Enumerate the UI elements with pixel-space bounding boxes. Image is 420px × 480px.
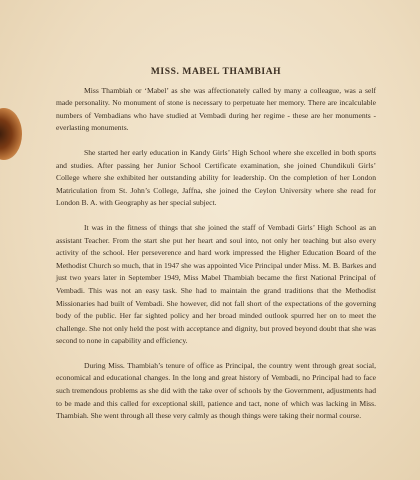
document-body	[56, 66, 376, 435]
page-title: MISS. MABEL THAMBIAH	[150, 67, 282, 77]
paragraph-intro: Miss Thambiah or ‘Mabel’ as she was affectionately called by many a colleague, was a self made personality. No monument of stone is necessary to perpetuate her memory. There are incalculable numbers of Vembadians who have studied at Vembadi during her regime - these are her monuments - everlasting monuments.	[56, 85, 376, 133]
burn-mark	[0, 108, 22, 160]
paragraph-tenure: During Miss. Thambiah’s tenure of office as Principal, the country went through great social, economical and educational changes. In the long and great history of Vembadi, no Principal had to face such tremendous problems as she did with the take over of schools by the Government, adjustments had to be made and this called for exceptional skill, patience and tact, none of which was lacking in Miss. Thambiah. She went through all these very calmly as though things were taking their normal course.	[56, 360, 376, 421]
paragraph-career: It was in the fitness of things that she joined the staff of Vembadi Girls’ High School as an assistant Teacher. From the start she put her heart and soul into, not only her teaching but also every activity of the school. Her perseverence and hard work impressed the Higher Education Board of the Methodist Church so much, that in 1947 she was appointed Vice Principal under Miss. M. B. Barkes and just two years later in September 1949, Miss Mabel Thambiah became the first National Principal of Vembadi. This was not an easy task. She had to maintain the grand traditions that the Methodist Missionaries had built of Vembadi. She however, did not fall short of the expectations of the governing body of the public. Her far sighted policy and her broad minded outlook spurred her on to meet the challenge. She not only held the post with acceptance and dignity, but proved beyond doubt that she was second to none in capability and efficiency.	[56, 222, 376, 346]
paragraph-education: She started her early education in Kandy Girls’ High School where she excelled in both sports and studies. After passing her Junior School Certificate examination, she joined Chundikuli Girls’ College where she exhibited her outstanding ability for leadership. On the completion of her London Matriculation from St. John’s College, Jaffna, she joined the Ceylon University where she read for London B. A. with Geography as her special subject.	[56, 147, 376, 208]
